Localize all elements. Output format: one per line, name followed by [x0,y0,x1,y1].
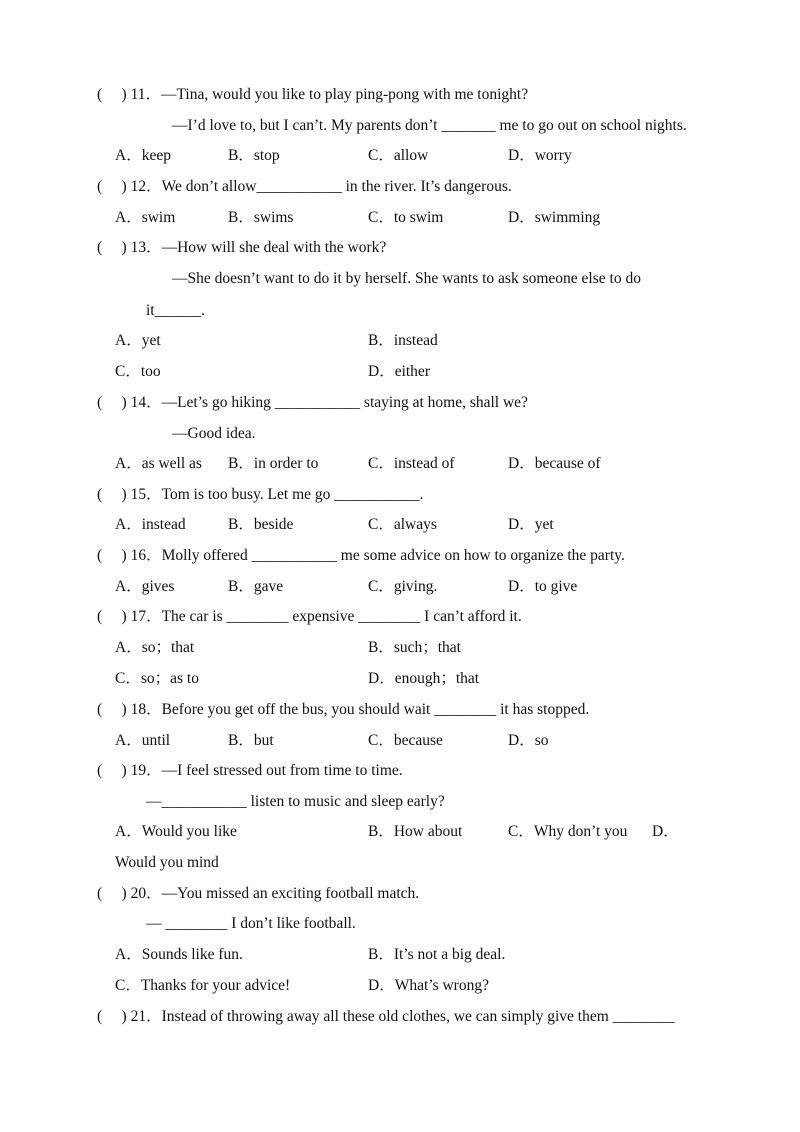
question-14-option-d: D．because of [508,455,601,472]
question-16-option-d: D．to give [508,578,578,595]
question-13-option-a: A．yet [115,332,161,349]
question-15-option-c: C．always [368,516,437,533]
question-20-stem: ( ) 20．—You missed an exciting football match. [97,885,420,902]
question-15-option-a: A．instead [115,516,186,533]
question-17-option-d: D．enough；that [368,670,480,687]
question-18-option-d: D．so [508,732,549,749]
question-11-stem: ( ) 11．—Tina, would you like to play ping-pong with me tonight? [97,86,529,103]
question-18-option-a: A．until [115,732,171,749]
question-13-option-c: C．too [115,363,161,380]
question-12-option-d: D．swimming [508,209,601,226]
question-13-stem: ( ) 13．—How will she deal with the work? [97,239,387,256]
question-13-reply-cont: it______. [146,302,205,319]
question-19-option-c: C．Why don’t you [508,823,628,840]
question-17-stem: ( ) 17．The car is ________ expensive ________ I can’t afford it. [97,608,522,625]
question-11-option-b: B．stop [228,147,280,164]
question-19-stem: ( ) 19．—I feel stressed out from time to time. [97,762,403,779]
question-18-option-b: B．but [228,732,274,749]
question-11-option-a: A．keep [115,147,171,164]
question-21-stem: ( ) 21．Instead of throwing away all these old clothes, we can simply give them ________ [97,1008,675,1025]
question-16-stem: ( ) 16．Molly offered ___________ me some advice on how to organize the party. [97,547,625,564]
question-15-stem: ( ) 15．Tom is too busy. Let me go ___________. [97,486,424,503]
question-17-option-b: B．such；that [368,639,461,656]
question-19-option-b: B．How about [368,823,463,840]
question-12-option-b: B．swims [228,209,294,226]
question-18-stem: ( ) 18．Before you get off the bus, you should wait ________ it has stopped. [97,701,590,718]
question-13-reply: —She doesn’t want to do it by herself. She wants to ask someone else to do [172,270,641,287]
question-20-option-a: A．Sounds like fun. [115,946,243,963]
question-20-option-b: B．It’s not a big deal. [368,946,506,963]
question-20-option-d: D．What’s wrong? [368,977,489,994]
question-12-stem: ( ) 12．We don’t allow___________ in the river. It’s dangerous. [97,178,512,195]
question-12-option-c: C．to swim [368,209,444,226]
question-16-option-b: B．gave [228,578,284,595]
question-17-option-a: A．so；that [115,639,195,656]
question-13-option-d: D．either [368,363,430,380]
question-19-option-a: A．Would you like [115,823,237,840]
question-12-option-a: A．swim [115,209,176,226]
question-15-option-d: D．yet [508,516,554,533]
question-14-stem: ( ) 14．—Let’s go hiking ___________ staying at home, shall we? [97,394,528,411]
question-15-option-b: B．beside [228,516,294,533]
question-19-option-d: D． [652,823,679,840]
question-20-option-c: C．Thanks for your advice! [115,977,291,994]
question-19-option-d-cont: Would you mind [115,854,219,871]
question-18-option-c: C．because [368,732,443,749]
question-16-option-a: A．gives [115,578,175,595]
question-14-reply: —Good idea. [172,425,256,442]
question-14-option-b: B．in order to [228,455,319,472]
question-19-reply: —___________ listen to music and sleep early? [146,793,445,810]
question-11-option-c: C．allow [368,147,429,164]
question-16-option-c: C．giving. [368,578,438,595]
question-14-option-c: C．instead of [368,455,455,472]
question-20-reply: — ________ I don’t like football. [146,915,356,932]
question-17-option-c: C．so；as to [115,670,199,687]
question-13-option-b: B．instead [368,332,438,349]
question-11-option-d: D．worry [508,147,572,164]
question-14-option-a: A．as well as [115,455,202,472]
question-11-reply: —I’d love to, but I can’t. My parents don’t _______ me to go out on school nights. [172,117,687,134]
